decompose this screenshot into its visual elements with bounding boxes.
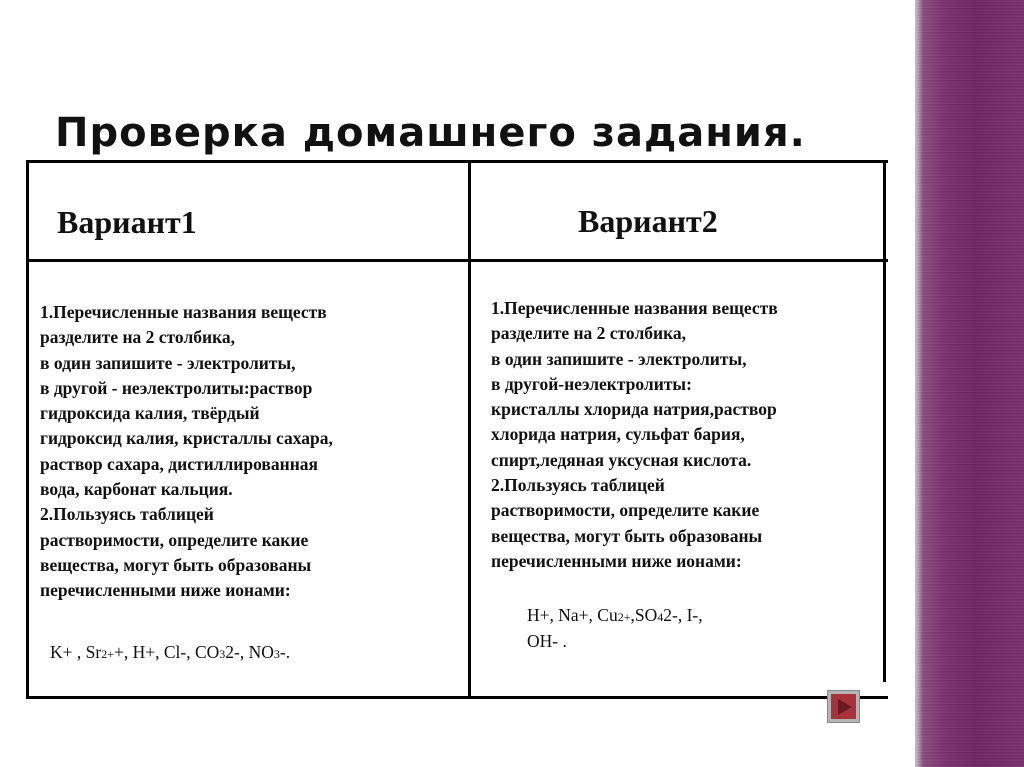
variant1-ions [50,640,290,666]
ion-text: ,SO [630,605,658,625]
slide-title: Проверка домашнего задания. [55,110,806,156]
variant2-task-text [491,296,778,574]
variant2-line: спирт,ледяная уксусная кислота. [491,449,752,470]
ion-text: 2-, I-, [663,605,703,625]
variant1-line: 1.Перечисленные названия веществ [40,302,327,322]
variant2-line: 2.Пользуясь таблицей [491,475,665,496]
variant2-line: в другой-неэлектролиты: [491,373,692,394]
variant2-ions [527,603,703,653]
variant1-heading: Вариант1 [57,204,197,240]
variant1-line: растворимости, определите какие [40,529,309,550]
variant2-line: разделите на 2 столбика, [491,323,687,344]
ion-text: H+, Na+, Cu [527,605,618,625]
variant2-line: в один запишите - электролиты, [491,348,747,369]
table-divider-vertical [468,160,471,699]
table-border-top [26,160,888,163]
variant2-line: растворимости, определите какие [491,500,760,521]
ion-subscript: 4 [657,610,664,624]
variant1-line: раствор сахара, дистиллированная [40,453,319,474]
table-divider-horizontal [26,259,888,262]
variant1-line: вещества, могут быть образованы [40,554,312,575]
variant2-line: хлорида натрия, сульфат бария, [491,424,745,445]
ion-subscript: 2+ [101,647,114,661]
table-border-bottom [26,696,888,699]
variant2-line: вещества, могут быть образованы [491,525,763,546]
ion-subscript: 3 [219,647,226,661]
variant1-line: в один запишите - электролиты, [40,352,296,373]
ion-text: +, H+, Cl-, CO [113,642,220,662]
variant1-line: в другой - неэлектролиты:раствор [40,377,313,398]
variant2-line: кристаллы хлорида натрия,раствор [491,399,777,420]
ion-text: 2-, NO [225,642,274,662]
variant2-line: перечисленными ниже ионами: [491,550,742,571]
ion-subscript: 3 [273,647,280,661]
variant1-line: вода, карбонат кальция. [40,479,233,500]
variant2-heading: Вариант2 [578,203,718,239]
variant2-line: 1.Перечисленные названия веществ [491,298,778,318]
variant1-line: гидроксида калия, твёрдый [40,403,260,424]
variant1-line: 2.Пользуясь таблицей [40,504,214,525]
ion-line: OH- . [527,631,567,651]
variant1-line: гидроксид калия, кристаллы сахара, [40,428,333,449]
ion-text: -. [279,642,291,662]
variant1-line: перечисленными ниже ионами: [40,580,291,601]
table-border-right [883,160,886,682]
play-right-icon [833,696,855,718]
variant1-task-text [40,300,333,604]
ion-line [527,603,703,629]
decorative-sidebar [915,0,1024,767]
table-border-left [26,160,29,699]
ion-text: K+ , Sr [50,642,102,662]
ion-subscript: 2+ [617,610,631,624]
variant1-line: разделите на 2 столбика, [40,327,236,348]
next-slide-button[interactable] [827,690,860,723]
